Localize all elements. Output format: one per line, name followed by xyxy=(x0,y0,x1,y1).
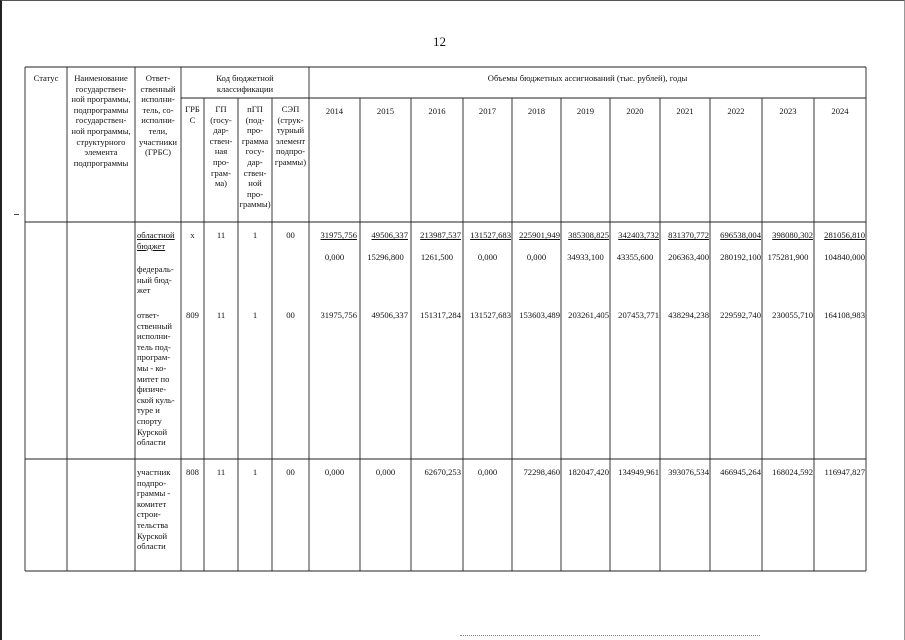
header-pgp: пГП (под- про- грамма госу- дар- ствен- ной про- граммы) xyxy=(239,104,271,210)
header-status: Статус xyxy=(33,73,59,83)
cell-value: 0,000 xyxy=(375,467,396,477)
cell-value: 207453,771 xyxy=(618,310,659,320)
cell-value: 1261,500 xyxy=(420,252,454,262)
cell-value: 438294,238 xyxy=(668,310,709,320)
year-header: 2014 xyxy=(325,106,344,116)
row-responsible: областной бюджет xyxy=(137,230,175,251)
cell-value: 15296,800 xyxy=(367,252,404,262)
cell-sep: 00 xyxy=(286,230,295,240)
cell-value: 168024,592 xyxy=(772,467,813,477)
cell-value: 49506,337 xyxy=(371,310,408,320)
cell-value: 31975,756 xyxy=(320,230,357,240)
cell-value: 43355,600 xyxy=(616,252,654,262)
cell-grbs: 809 xyxy=(186,310,199,320)
cell-sep: 00 xyxy=(286,310,295,320)
cell-value: 696538,004 xyxy=(720,230,761,240)
cell-grbs: 808 xyxy=(186,467,199,477)
cell-value: 203261,405 xyxy=(568,310,609,320)
cell-value: 182047,420 xyxy=(568,467,609,477)
cell-value: 0,000 xyxy=(324,252,345,262)
cell-pgp: 1 xyxy=(252,467,258,477)
cell-gp: 11 xyxy=(216,230,226,240)
scan-edge xyxy=(460,635,760,636)
row-responsible: участник подпро- граммы - комитет строи- тельства Курской области xyxy=(137,467,171,552)
cell-value: 206363,400 xyxy=(668,252,709,262)
cell-value: 0,000 xyxy=(526,252,547,262)
cell-value: 229592,740 xyxy=(720,310,761,320)
header-gp: ГП (госу- дар- ствен- ная про- грам- ма) xyxy=(209,104,233,189)
year-header: 2016 xyxy=(428,106,446,116)
cell-value: 72298,460 xyxy=(523,467,560,477)
cell-value: 153603,489 xyxy=(519,310,560,320)
year-header: 2020 xyxy=(626,106,644,116)
scan-mark xyxy=(14,214,19,215)
year-header: 2019 xyxy=(576,106,595,116)
cell-value: 385308,825 xyxy=(568,230,609,240)
cell-value: 0,000 xyxy=(324,467,345,477)
year-header: 2023 xyxy=(779,106,797,116)
cell-value: 116947,827 xyxy=(824,467,865,477)
cell-value: 0,000 xyxy=(477,467,498,477)
cell-value: 280192,100 xyxy=(720,252,761,262)
header-budget-volume: Объемы бюджетных ассигнований (тыс. рублей), годы xyxy=(487,73,688,83)
page-number: 12 xyxy=(433,34,446,49)
cell-pgp: 1 xyxy=(252,310,258,320)
row-responsible: ответ- ственный исполни- тель под- програм- мы - ко- митет по физиче- ской куль- туре и спорту Курской области xyxy=(137,310,175,448)
cell-pgp: 1 xyxy=(252,230,258,240)
year-header: 2015 xyxy=(376,106,395,116)
cell-value: 225901,949 xyxy=(519,230,560,240)
cell-value: 213987,537 xyxy=(420,230,461,240)
cell-value: 0,000 xyxy=(477,252,498,262)
cell-value: 131527,683 xyxy=(470,230,511,240)
cell-value: 281056,810 xyxy=(824,230,865,240)
header-sep: СЭП (струк- турный элемент подпро- граммы) xyxy=(274,104,307,167)
header-budget-code: Код бюджетной классификации xyxy=(216,73,274,94)
header-name: Наименование государствен- ной программы, подпрограммы государствен- ной программы, структурного элемента подпрограммы xyxy=(71,73,131,168)
cell-value: 131527,683 xyxy=(470,310,511,320)
row-responsible: федераль- ный бюд- жет xyxy=(137,264,174,296)
cell-value: 34933,100 xyxy=(567,252,604,262)
cell-value: 49506,337 xyxy=(371,230,408,240)
cell-value: 230055,710 xyxy=(772,310,813,320)
cell-value: 164108,983 xyxy=(824,310,865,320)
cell-gp: 11 xyxy=(216,310,226,320)
cell-value: 151317,284 xyxy=(420,310,461,320)
cell-value: 62670,253 xyxy=(424,467,461,477)
cell-value: 134949,961 xyxy=(618,467,659,477)
cell-value: 831370,772 xyxy=(668,230,709,240)
year-header: 2021 xyxy=(676,106,694,116)
cell-value: 342403,732 xyxy=(618,230,659,240)
cell-value: 175281,900 xyxy=(767,252,809,262)
cell-value: 31975,756 xyxy=(320,310,357,320)
header-responsible: Ответ- ственный исполни- тель, со- исполни- тели, участники (ГРБС) xyxy=(139,73,177,158)
year-header: 2018 xyxy=(527,106,546,116)
cell-sep: 00 xyxy=(286,467,295,477)
cell-gp: 11 xyxy=(216,467,226,477)
year-header: 2022 xyxy=(727,106,745,116)
cell-value: 466945,264 xyxy=(720,467,761,477)
year-header: 2024 xyxy=(831,106,849,116)
cell-value: 393076,534 xyxy=(668,467,709,477)
cell-value: 398080,302 xyxy=(772,230,813,240)
cell-grbs: x xyxy=(190,230,195,240)
year-header: 2017 xyxy=(478,106,497,116)
header-grbs: ГРБ С xyxy=(185,104,200,125)
cell-value: 104840,000 xyxy=(824,252,865,262)
